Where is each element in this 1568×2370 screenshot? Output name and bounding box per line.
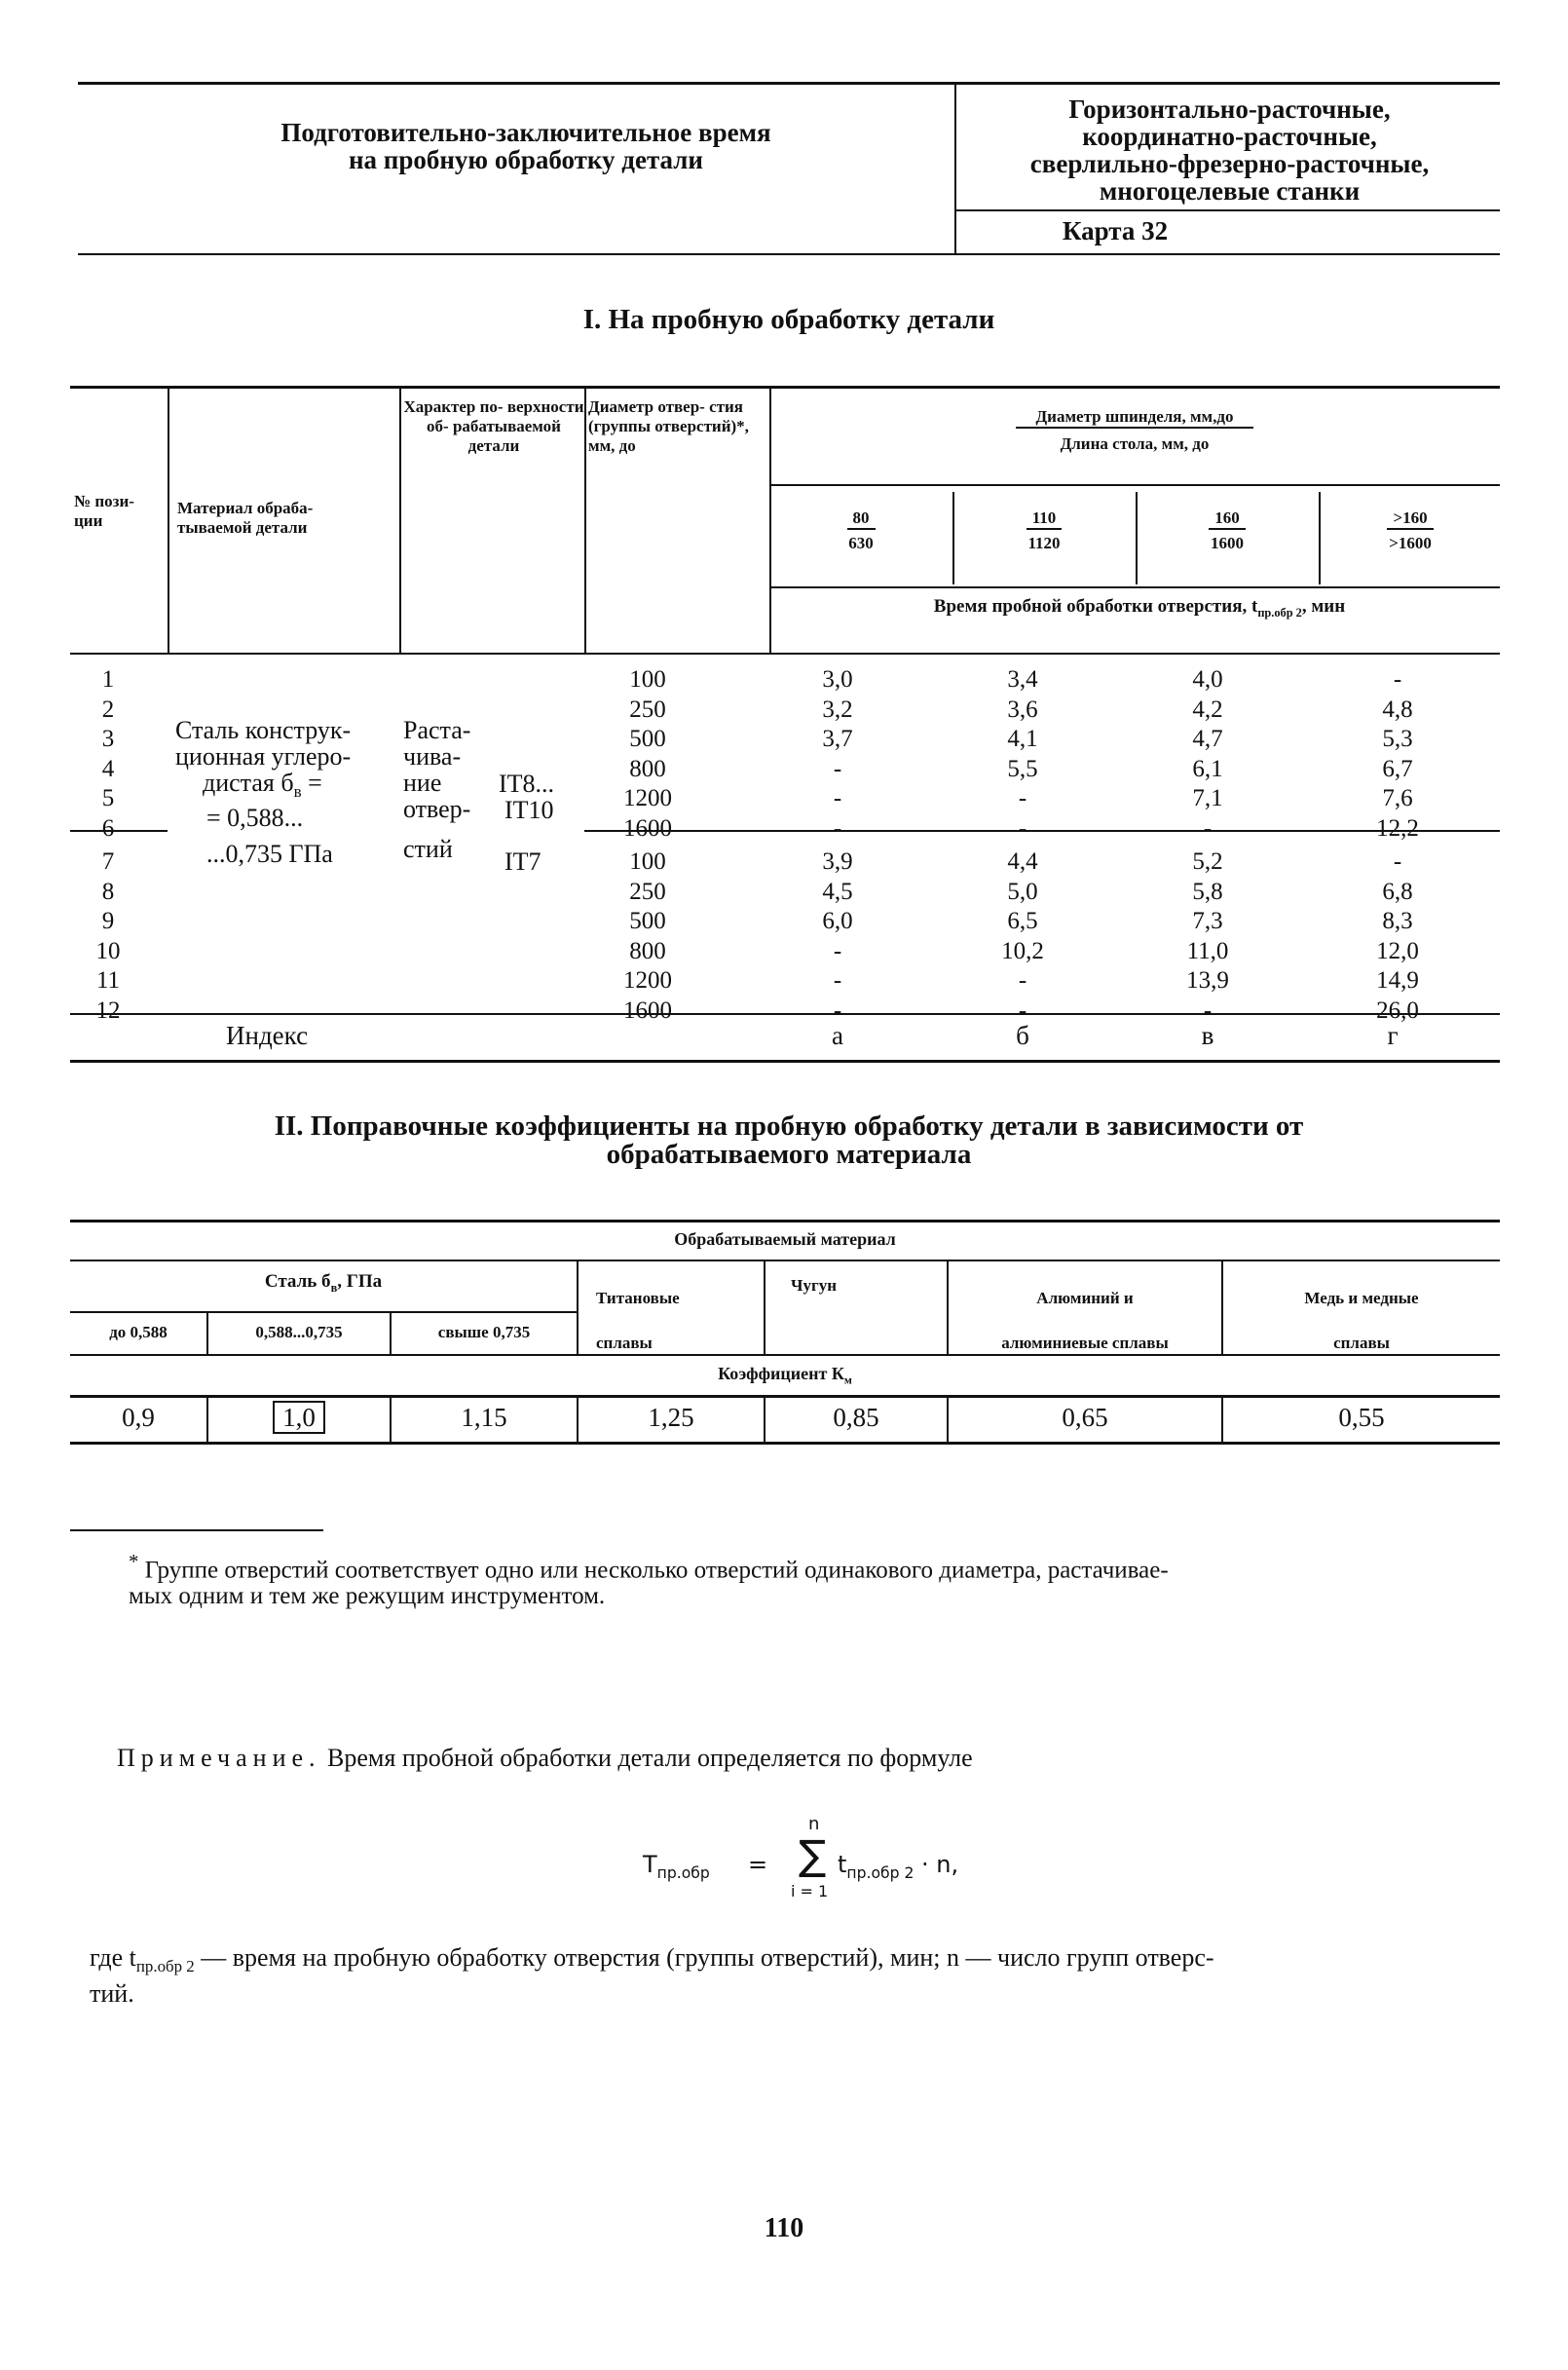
spindle-col-top [1321,508,1500,530]
t2-v4 [764,1261,765,1354]
index-value: б [1016,1021,1029,1050]
row-position: 4 [101,755,115,782]
cell-dia: 500 [629,726,666,752]
cell-dia: 1200 [623,967,672,994]
row-position: 8 [101,878,115,905]
cell-b: 5,0 [1007,878,1038,905]
grade-it10: IT10 [504,796,554,824]
index-label: Индекс [226,1021,309,1050]
cell-dia: 1200 [623,785,672,811]
row-position: 11 [95,967,121,994]
index-value: г [1387,1021,1399,1050]
steel-header: Сталь $б_в$, ГПа [264,1271,383,1295]
table1-top-rule [70,386,1500,389]
grade-it7: IT7 [504,847,541,876]
footnote: * Группе отверстий соответствует одно или несколько отверстий одинакового диаметра, растачивае- мых одним и тем же режущим инструментом. [129,1550,1169,1610]
coefficient-value: 1,25 [648,1403,694,1432]
cell-v: 4,7 [1192,726,1223,752]
cell-dia: 100 [629,848,666,875]
row-position: 7 [101,848,115,875]
cell-b: - [1018,814,1027,842]
cell-g: 5,3 [1382,726,1413,752]
cast-iron-header: Чугун [791,1276,837,1295]
table1-index-bottom [70,1060,1500,1063]
section2-title: II. Поправочные коэффициенты на пробную обработку детали в зависимости от обрабатываемого материала [274,1110,1304,1170]
table2-top-rule [70,1220,1500,1223]
table1-vline-3 [584,388,586,653]
cell-dia: 1600 [623,814,672,842]
cell-b: - [1018,967,1027,994]
steel-col-3: свыше 0,735 [437,1323,531,1341]
cell-v: 4,0 [1192,666,1223,693]
col-surface-header: Характер по- верхности об- рабатываемой детали [403,397,584,455]
coefficient-boxed: 1,0 [273,1401,325,1434]
spindle-table-header [769,407,1500,454]
steel-col-1: до 0,588 [109,1323,168,1341]
coefficient-value: 0,85 [833,1403,879,1432]
spindle-col-bottom: 630 [848,534,874,552]
page-number: 110 [764,2213,804,2243]
cell-b: 4,4 [1007,848,1038,875]
coefficient-value: 1,15 [461,1403,507,1432]
cell-a: - [833,755,842,782]
spindle-col-top-value: 110 [1027,508,1063,530]
row-position: 9 [101,908,115,934]
titanium-header: Титановые сплавы [596,1289,680,1352]
cell-v: - [1203,814,1213,842]
spindle-col-bottom: 1600 [1211,534,1244,552]
cell-v: 4,2 [1192,696,1223,723]
grade-it8: IT8... [499,770,555,798]
spindle-diameter-label: Диаметр шпинделя, мм,до [1016,407,1252,429]
table2-rule-1 [70,1260,1500,1261]
note: Примечание. Время пробной обработки детали определяется по формуле [117,1744,973,1772]
cell-dia: 1600 [623,997,672,1024]
cell-a: 3,0 [822,666,853,693]
spindle-col-3 [1138,508,1317,553]
header-card-rule [954,209,1500,211]
time-label: Время пробной обработки отверстия, $t_{пр.обр 2}$, мин [933,596,1346,620]
spindle-col-bottom: 1120 [1027,534,1061,552]
cell-g: 6,7 [1382,755,1413,782]
cell-a: 3,9 [822,848,853,875]
cell-b: 6,5 [1007,908,1038,934]
row-position: 3 [101,726,115,752]
row-position: 5 [101,785,115,811]
t2-v3 [577,1261,579,1354]
cell-v: 7,3 [1192,908,1223,934]
cell-dia: 500 [629,908,666,934]
table2-bottom-rule [70,1442,1500,1445]
coefficient-value: 0,55 [1338,1403,1385,1432]
cell-a: 6,0 [822,908,853,934]
header-right-title: Горизонтально-расточные, координатно-расточные, сверлильно-фрезерно-расточные, многоцелевые станки [1029,94,1430,206]
row-position: 10 [95,937,121,964]
cell-b: 3,6 [1007,696,1038,723]
coefficient-value [208,1403,390,1433]
row-position: 6 [101,814,115,842]
copper-header: Медь и медные сплавы [1304,1289,1419,1352]
table1-spindle-rule [769,484,1500,486]
cell-b: 4,1 [1007,726,1038,752]
cell-g: - [1393,666,1402,693]
material-cell: Сталь конструк- ционная углеро- дистая $б_в$ = = 0,588... ...0,735 ГПа [175,716,352,869]
cell-dia: 250 [629,696,666,723]
cell-g: 14,9 [1376,967,1419,994]
table1-time-rule [769,586,1500,588]
cell-a: - [833,814,842,842]
col-material-header: Материал обраба- тываемой детали [177,499,314,537]
table1-vline-1 [168,388,169,653]
table-length-label: Длина стола, мм, до [1060,434,1210,453]
cell-a: 3,7 [822,726,853,752]
cell-v: 7,1 [1192,785,1223,811]
cell-g: 4,8 [1382,696,1413,723]
header-left-title: Подготовительно-заключительное время на пробную обработку детали [280,118,771,174]
table1-vline-2 [399,388,401,653]
cell-b: 10,2 [1001,937,1044,964]
spindle-col-4 [1321,508,1500,553]
cell-b: - [1018,997,1027,1024]
spindle-col-top [1138,508,1317,530]
cell-g: - [1393,848,1402,875]
aluminium-header: Алюминий и алюминиевые сплавы [1001,1289,1169,1352]
cell-dia: 250 [629,878,666,905]
col-diameter-header: Диаметр отвер- стия (группы отверстий)*, мм, до [588,397,749,455]
formula-explanation: где $t_{пр.обр 2}$ — время на пробную обработку отверстия (группы отверстий), мин; n — число групп отверс- тий. [90,1943,1214,2009]
spindle-col-top [954,508,1134,530]
spindle-col-top-value: 160 [1209,508,1246,530]
spindle-col-top [771,508,951,530]
steel-col-2: 0,588...0,735 [255,1323,343,1341]
coefficient-label: Коэффициент $К_м$ [718,1364,852,1387]
material-header: Обрабатываемый материал [674,1229,896,1249]
formula: $T_{пр.обр}$ = n ∑ i = 1 $t_{пр.обр 2} \cdot n$, [643,1814,959,1900]
coefficient-value: 0,9 [122,1403,155,1432]
spindle-col-bottom: >1600 [1389,534,1432,552]
cell-b: - [1018,785,1027,811]
card-number: Карта 32 [1062,216,1169,245]
cell-v: 5,2 [1192,848,1223,875]
cell-dia: 800 [629,755,666,782]
spindle-col-1 [771,508,951,553]
index-value: а [832,1021,843,1050]
cell-a: 3,2 [822,696,853,723]
header-divider [954,84,956,255]
spindle-col-top-value: 80 [847,508,876,530]
cell-a: 4,5 [822,878,853,905]
cell-g: 6,8 [1382,878,1413,905]
cell-a: - [833,967,842,994]
footnote-rule [70,1529,323,1531]
cell-a: - [833,937,842,964]
cell-g: 8,3 [1382,908,1413,934]
col-position-header: № пози- ции [74,492,134,530]
header-bottom-rule [78,253,1500,255]
surface-cell: Раста- чива- ние отвер- стий [403,716,471,863]
header-top-rule [78,82,1500,85]
cell-v: 6,1 [1192,755,1223,782]
cell-v: - [1203,997,1213,1024]
section1-title: I. На пробную обработку детали [582,304,995,335]
cell-b: 3,4 [1007,666,1038,693]
cell-g: 7,6 [1382,785,1413,811]
cell-b: 5,5 [1007,755,1038,782]
table2-steel-rule [70,1311,577,1313]
cell-g: 12,0 [1376,937,1419,964]
table1-header-bottom [70,653,1500,655]
cell-v: 5,8 [1192,878,1223,905]
row-position: 1 [101,666,115,693]
cell-a: - [833,785,842,811]
table2-rule-3 [70,1395,1500,1398]
cell-g: 12,2 [1376,814,1419,842]
cell-dia: 100 [629,666,666,693]
coefficient-value: 0,65 [1062,1403,1108,1432]
cell-a: - [833,997,842,1024]
cell-dia: 800 [629,937,666,964]
row-position: 2 [101,696,115,723]
cell-g: 26,0 [1376,997,1419,1024]
index-value: в [1201,1021,1214,1050]
cell-v: 13,9 [1186,967,1229,994]
cell-v: 11,0 [1186,937,1229,964]
spindle-col-2 [954,508,1134,553]
spindle-col-top-value: >160 [1387,508,1433,530]
row-position: 12 [95,997,121,1024]
